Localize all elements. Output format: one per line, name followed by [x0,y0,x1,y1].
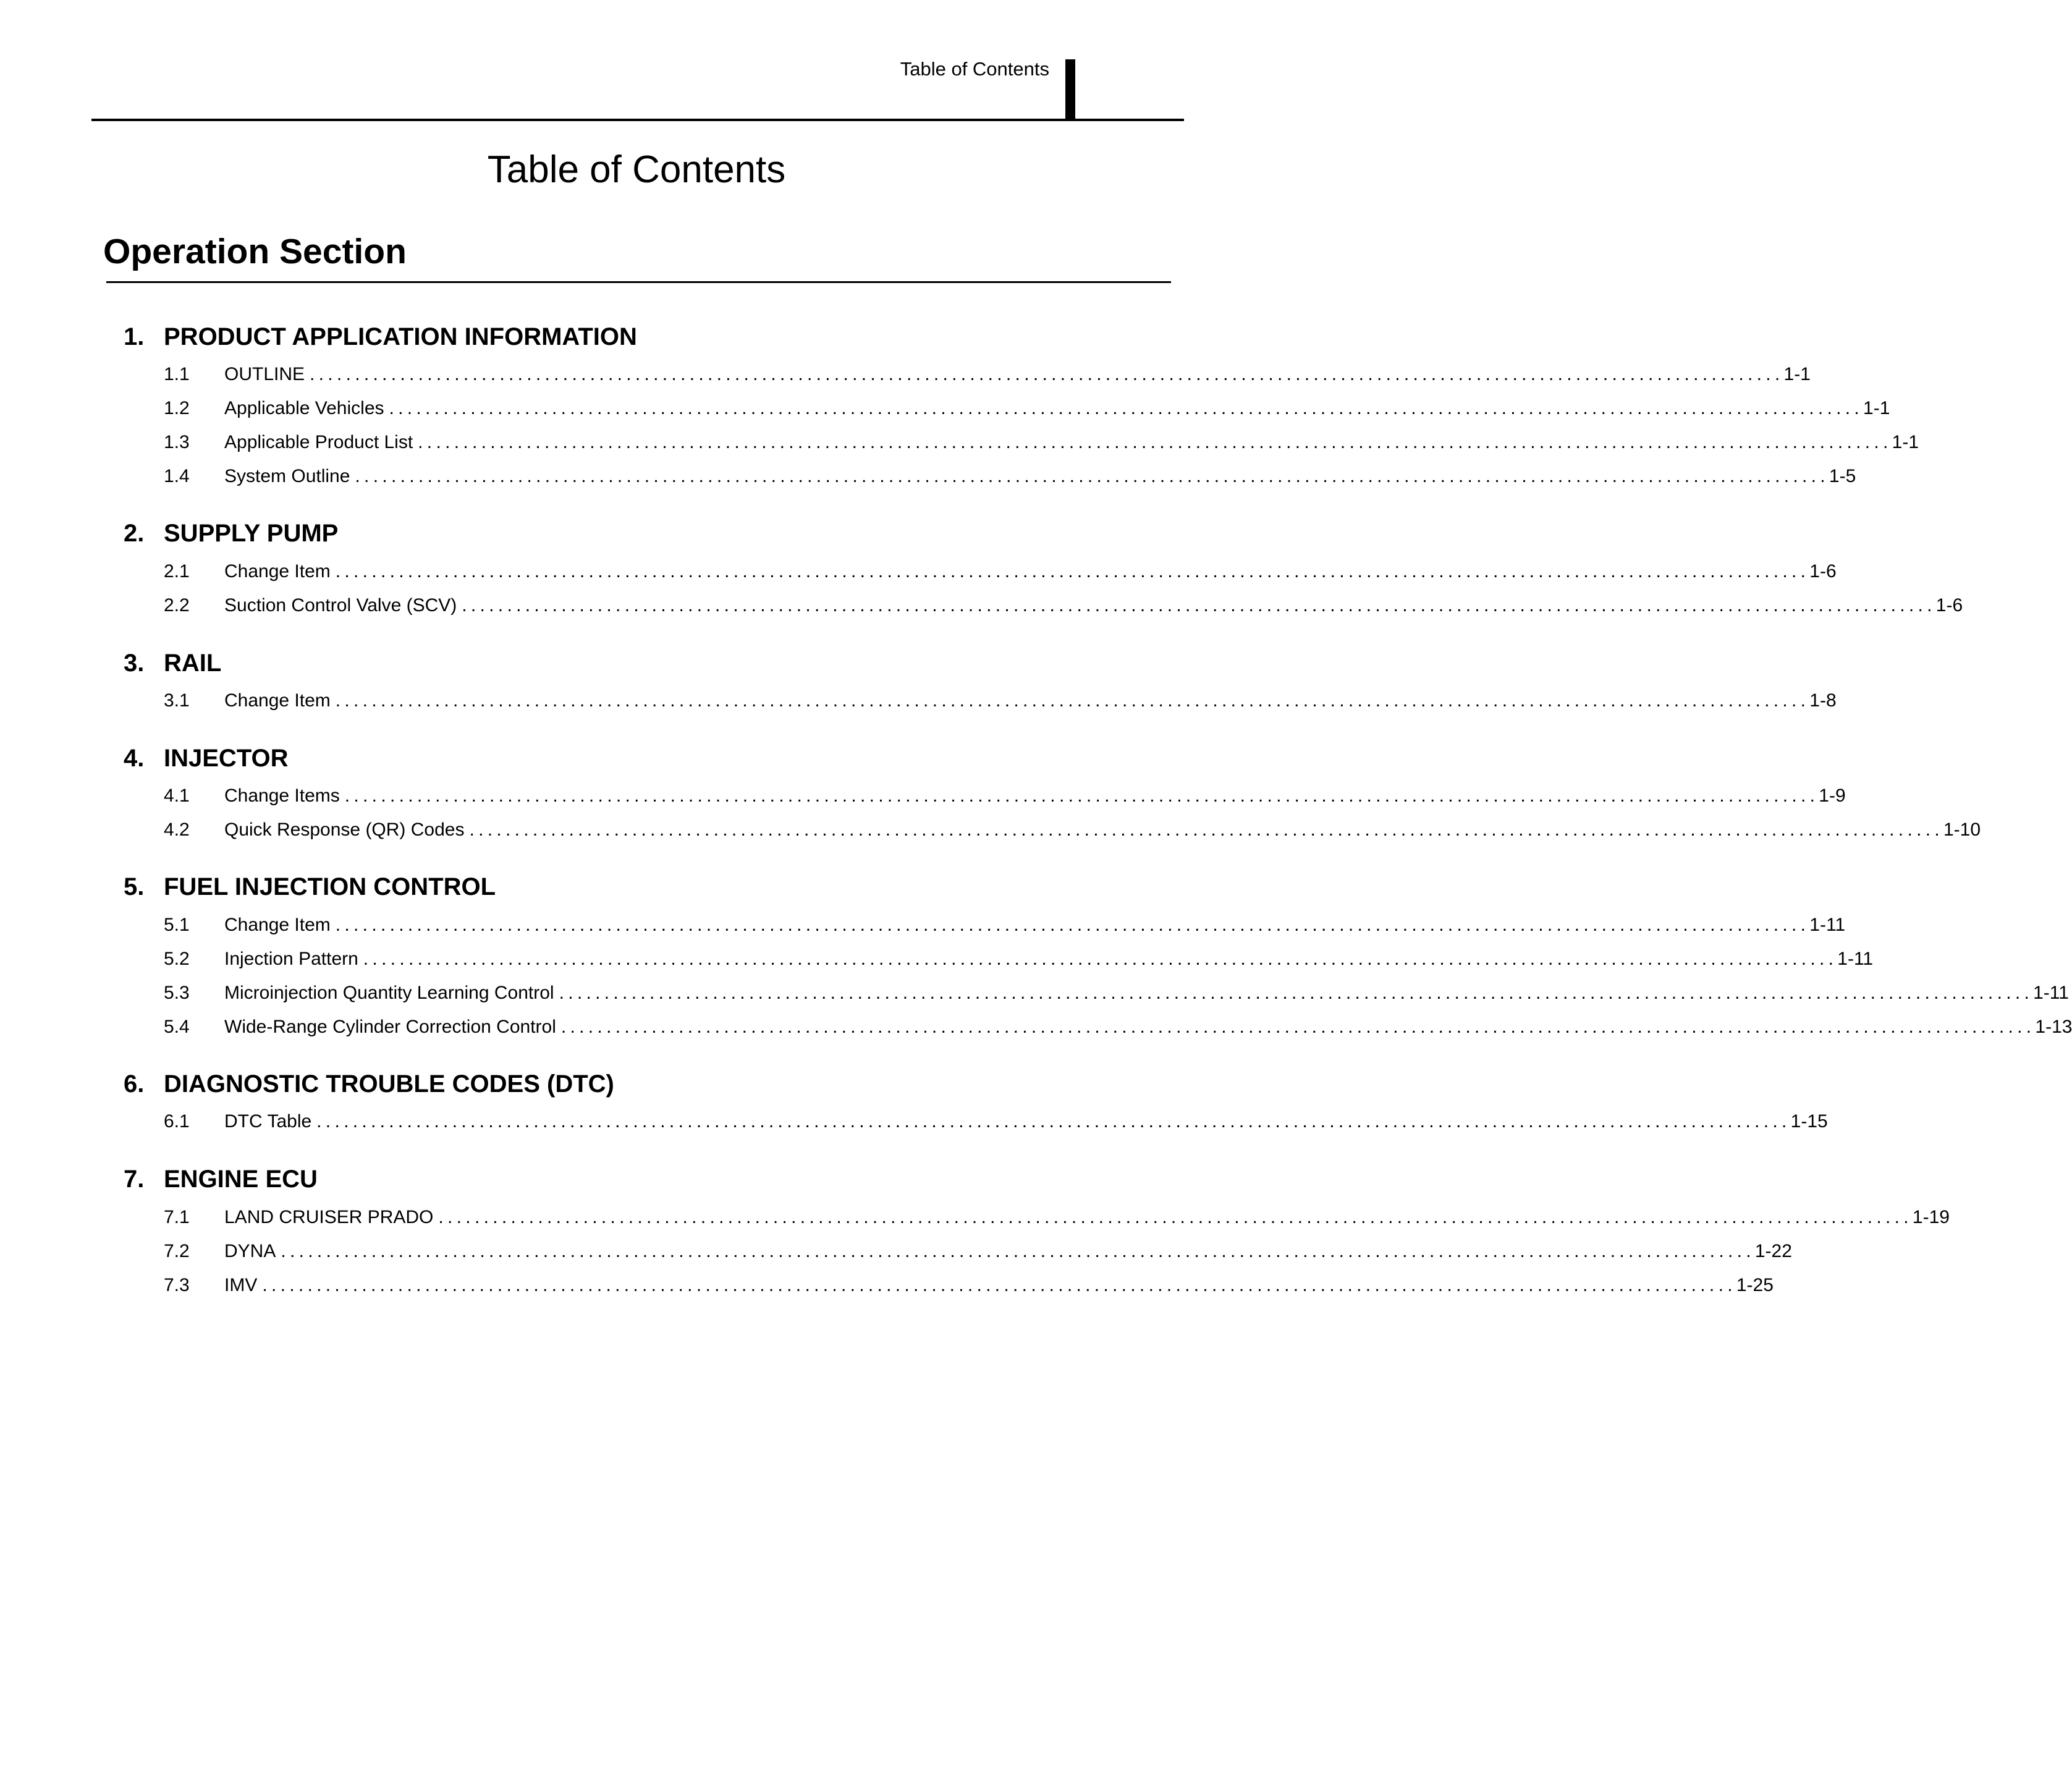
chapter-number: 1. [124,323,145,350]
chapter-heading[interactable] [124,743,289,774]
entry-title: Change Item [224,561,331,582]
chapter-heading[interactable] [124,518,338,549]
dot-leader: ................................................................................................................................................................... [462,595,1936,616]
entry-number: 7.1 [164,1207,190,1227]
chapter-number: 3. [124,650,145,677]
chapter-title: RAIL [164,650,222,677]
dot-leader: ................................................................................................................................................................... [389,398,1864,418]
dot-leader: ................................................................................................................................................................... [560,1017,2036,1037]
section-title: Operation Section [103,232,407,271]
toc-entry[interactable] [164,947,1874,972]
entry-number: 2.2 [164,595,190,616]
entry-number: 2.1 [164,561,190,582]
dot-leader: ................................................................................................................................................................... [438,1207,1913,1227]
dot-leader: ................................................................................................................................................................... [469,819,1943,840]
toc-entry[interactable] [164,559,1837,584]
dot-leader: ................................................................................................................................................................... [262,1275,1736,1295]
toc-entry[interactable] [164,784,1846,808]
entry-title: Applicable Vehicles [224,398,384,418]
entry-page-number: 1-6 [1809,561,1837,582]
entry-number: 4.2 [164,819,190,840]
entry-page-number: 1-19 [1912,1207,1950,1227]
entry-title: OUTLINE [224,364,305,384]
chapter-title: INJECTOR [164,745,289,772]
chapter-number: 7. [124,1166,145,1193]
toc-entry[interactable] [164,1273,1774,1298]
entry-title: IMV [224,1275,258,1295]
entry-title: Change Item [224,915,331,935]
dot-leader: ................................................................................................................................................................... [418,432,1892,452]
entry-title: System Outline [224,466,350,486]
toc-entry[interactable] [164,818,1981,842]
toc-entry[interactable] [164,1109,1828,1134]
dot-leader: ................................................................................................................................................................... [355,466,1829,486]
entry-title: DTC Table [224,1111,312,1132]
toc-entry[interactable] [164,1015,2072,1039]
dot-leader: ................................................................................................................................................................... [335,915,1810,935]
entry-number: 5.3 [164,983,190,1003]
chapter-number: 4. [124,745,145,772]
entry-number: 3.1 [164,690,190,711]
chapter-number: 6. [124,1070,145,1098]
chapter-title: DIAGNOSTIC TROUBLE CODES (DTC) [164,1070,614,1098]
chapter-heading[interactable] [124,1164,318,1195]
chapter-title: SUPPLY PUMP [164,520,339,547]
chapter-title: PRODUCT APPLICATION INFORMATION [164,323,637,350]
dot-leader: ................................................................................................................................................................... [335,690,1810,711]
entry-number: 1.3 [164,432,190,452]
entry-title: Microinjection Quantity Learning Control [224,983,554,1003]
entry-title: Change Item [224,690,331,711]
dot-leader: ................................................................................................................................................................... [335,561,1810,582]
chapter-heading[interactable] [124,871,496,902]
entry-page-number: 1-8 [1809,690,1837,711]
chapter-title: ENGINE ECU [164,1166,318,1193]
dot-leader: ................................................................................................................................................................... [363,949,1838,969]
entry-title: Applicable Product List [224,432,413,452]
entry-page-number: 1-13 [2035,1017,2072,1037]
toc-entry[interactable] [164,981,2069,1006]
entry-title: Change Items [224,785,340,806]
chapter-heading[interactable] [124,1069,614,1099]
entry-number: 4.1 [164,785,190,806]
chapter-heading[interactable] [124,321,637,352]
entry-title: Injection Pattern [224,949,358,969]
toc-entry[interactable] [164,1205,1950,1230]
toc-entry[interactable] [164,430,1919,455]
entry-number: 7.2 [164,1241,190,1261]
entry-page-number: 1-1 [1892,432,1919,452]
toc-entry[interactable] [164,1239,1792,1264]
chapter-heading[interactable] [124,648,221,679]
chapter-number: 5. [124,873,145,900]
entry-page-number: 1-22 [1754,1241,1792,1261]
dot-leader: ................................................................................................................................................................... [559,983,2034,1003]
entry-number: 5.2 [164,949,190,969]
toc-entry[interactable] [164,464,1856,489]
running-header: Table of Contents [900,58,1049,80]
entry-page-number: 1-10 [1943,819,1981,840]
chapter-title: FUEL INJECTION CONTROL [164,873,496,900]
entry-page-number: 1-15 [1790,1111,1828,1132]
entry-title: Wide-Range Cylinder Correction Control [224,1017,556,1037]
toc-entry[interactable] [164,362,1811,387]
entry-number: 1.1 [164,364,190,384]
entry-title: DYNA [224,1241,276,1261]
entry-title: Quick Response (QR) Codes [224,819,465,840]
dot-leader: ................................................................................................................................................................... [316,1111,1791,1132]
page-title: Table of Contents [487,148,786,191]
dot-leader: ................................................................................................................................................................... [344,785,1819,806]
entry-page-number: 1-11 [2033,983,2069,1003]
entry-number: 7.3 [164,1275,190,1295]
entry-number: 1.4 [164,466,190,486]
entry-page-number: 1-1 [1863,398,1890,418]
dot-leader: ................................................................................................................................................................... [310,364,1784,384]
entry-number: 1.2 [164,398,190,418]
entry-title: Suction Control Valve (SCV) [224,595,457,616]
entry-page-number: 1-6 [1935,595,1963,616]
entry-number: 6.1 [164,1111,190,1132]
toc-entry[interactable] [164,688,1837,713]
toc-entry[interactable] [164,913,1846,938]
entry-page-number: 1-9 [1819,785,1846,806]
entry-page-number: 1-11 [1809,915,1846,935]
entry-number: 5.4 [164,1017,190,1037]
entry-title: LAND CRUISER PRADO [224,1207,434,1227]
entry-page-number: 1-1 [1783,364,1811,384]
toc-entry[interactable] [164,593,1963,618]
entry-page-number: 1-25 [1736,1275,1774,1295]
dot-leader: ................................................................................................................................................................... [281,1241,1755,1261]
chapter-number: 2. [124,520,145,547]
entry-page-number: 1-11 [1837,949,1874,969]
entry-number: 5.1 [164,915,190,935]
toc-entry[interactable] [164,396,1890,421]
entry-page-number: 1-5 [1829,466,1856,486]
